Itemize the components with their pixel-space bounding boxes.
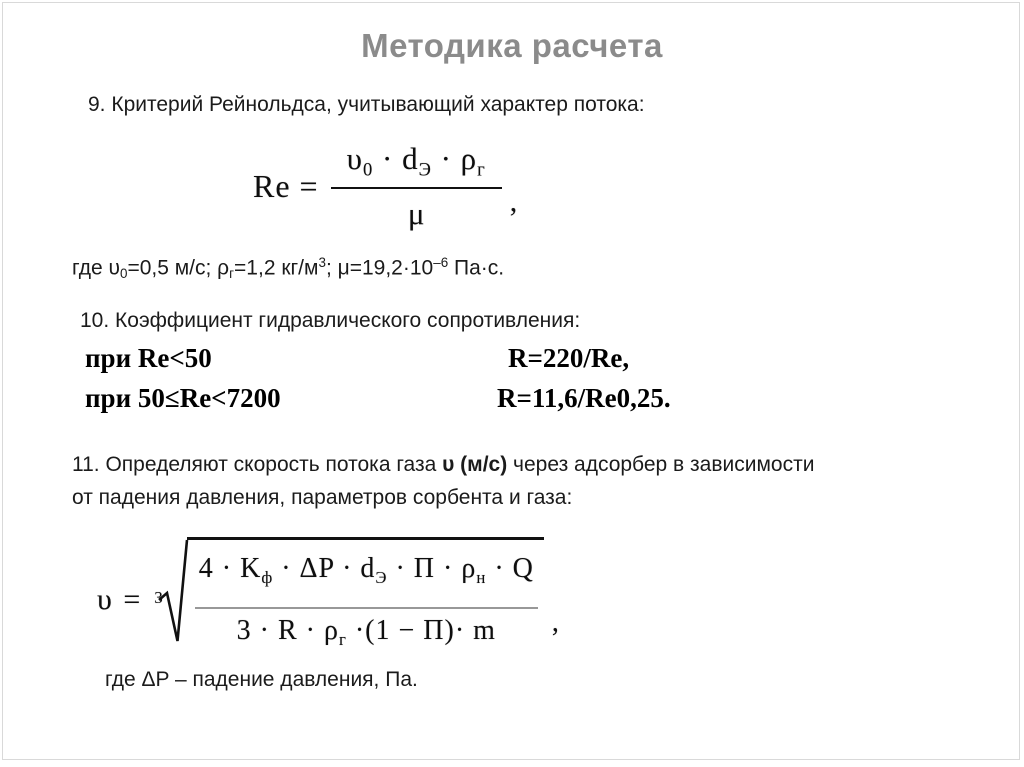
section-11-line2: от падения давления, параметров сорбента и газа: bbox=[72, 486, 573, 509]
resistance-condition-row bbox=[85, 343, 629, 374]
reynolds-formula-comma: , bbox=[509, 185, 518, 219]
reynolds-formula-lhs: Re = bbox=[253, 167, 319, 204]
page-title: Методика расчета bbox=[361, 27, 663, 64]
section-11-line1: 11. Определяют скорость потока газа υ (м/с) через адсорбер в зависимости bbox=[72, 453, 815, 476]
velocity-denominator: $3 \cdot R \cdot \rho_г \cdot(1 - П)\cdot m$ bbox=[236, 614, 496, 649]
section-9-heading: 9. Критерий Рейнольдса, учитывающий характер потока: bbox=[88, 93, 645, 116]
velocity-numerator: $4 \cdot K_ф \cdot \Delta P \cdot d_Э \cdot П \cdot \rho_н \cdot Q$ bbox=[195, 540, 538, 609]
condition-formula: R=220/Re, bbox=[508, 343, 630, 373]
section-11-paragraph bbox=[72, 448, 952, 514]
reynolds-formula bbox=[253, 139, 517, 234]
gas-velocity-formula bbox=[97, 537, 559, 662]
reynolds-fraction bbox=[331, 139, 502, 234]
section-10-heading: 10. Коэффициент гидравлического сопротивления: bbox=[80, 309, 581, 332]
reynolds-parameters-note: где $\upsilon_0=0,5$ м/с; $\rho_г=1,2$ $кг/м^3$; $\mu=19,2\cdot 10^{-6}$ Па·с. bbox=[72, 255, 505, 281]
velocity-fraction bbox=[195, 540, 538, 662]
condition-range: при 50≤Re<7200 bbox=[85, 383, 281, 413]
condition-formula: R=11,6/Re0,25. bbox=[497, 383, 671, 413]
resistance-condition-row bbox=[85, 383, 671, 414]
velocity-formula-lhs: υ = bbox=[97, 583, 143, 616]
velocity-formula-comma: , bbox=[551, 607, 559, 638]
reynolds-numerator: $\upsilon_0 \cdot d_Э \cdot \rho_г$ bbox=[331, 139, 502, 189]
cube-root-radical-icon bbox=[158, 538, 189, 645]
reynolds-denominator: μ bbox=[407, 195, 425, 231]
radicand bbox=[187, 537, 544, 662]
pressure-drop-note: где ΔP – падение давления, Па. bbox=[105, 668, 418, 691]
condition-range: при Re<50 bbox=[85, 343, 212, 373]
cube-root-index: 3 bbox=[154, 588, 163, 607]
